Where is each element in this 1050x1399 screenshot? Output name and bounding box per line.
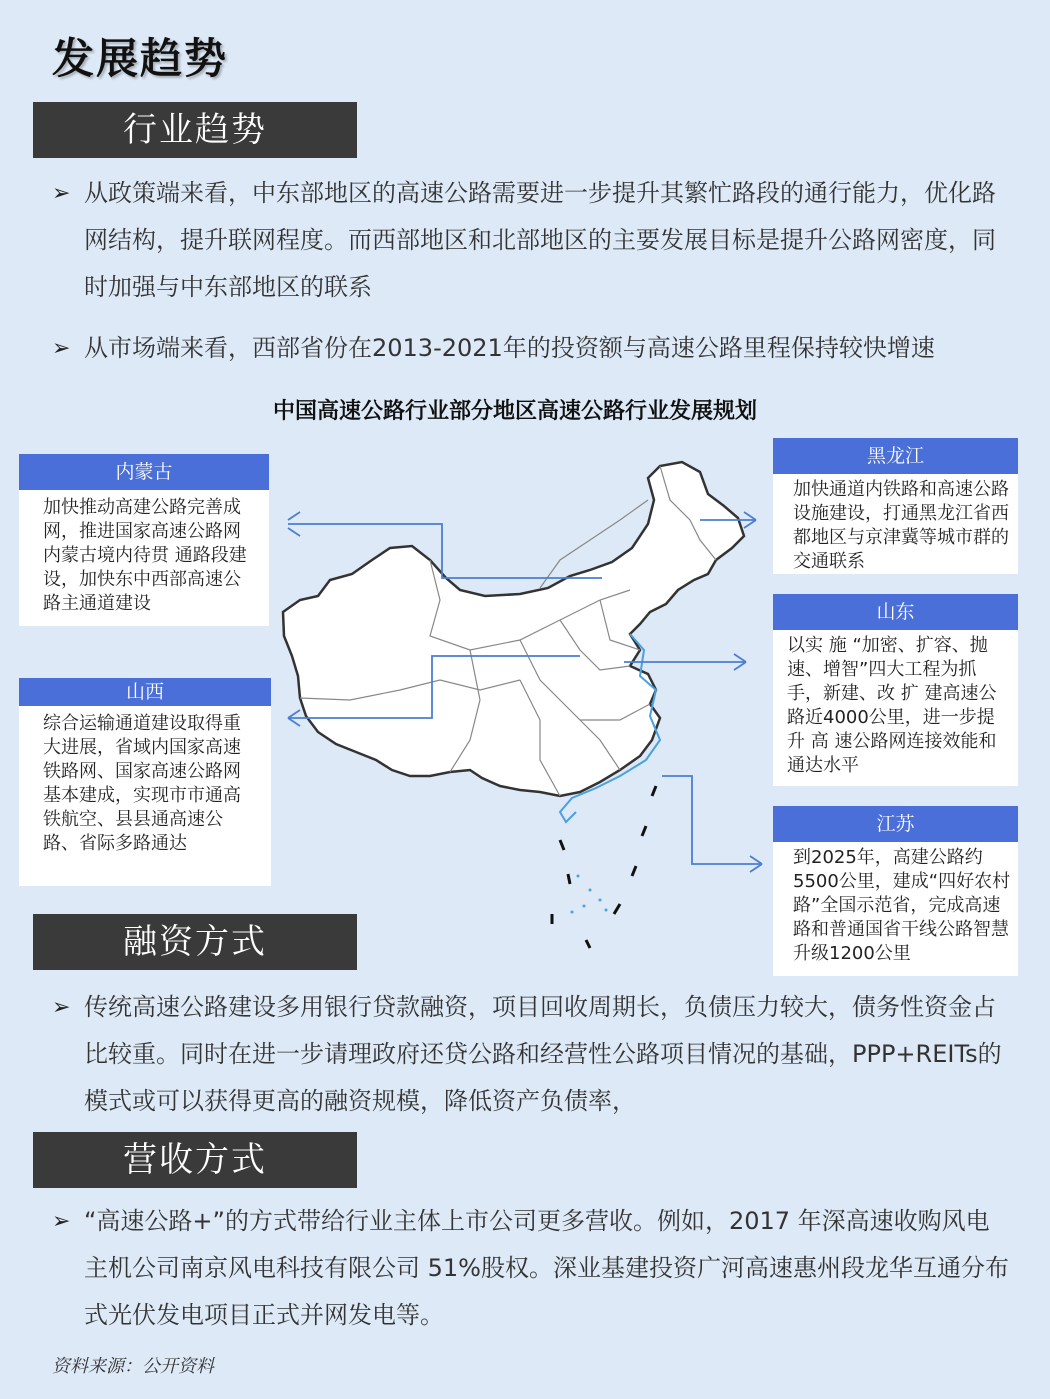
region-card-shandong xyxy=(773,594,1018,786)
region-text: 加快通道内铁路和高速公路设施建设，打通黑龙江省西都地区与京津冀等城市群的交通联系 xyxy=(793,479,1009,572)
region-text: 到2025年，高建公路约5500公里，建成“四好农村路”全国示范省，完成高速路和普通国省干线公路智慧升级1200公里 xyxy=(793,847,1011,964)
region-text: 以实 施 “加密、扩容、抛速、增智”四大工程为抓手，新建、改 扩 建高速公路近4000公里，进一步提升 高 速公路网连接效能和通达水平 xyxy=(787,635,997,776)
region-name: 山东 xyxy=(773,594,1018,630)
bullet-text: 从政策端来看，中东部地区的高速公路需要进一步提升其繁忙路段的通行能力，优化路网结构，提升联网程度。而西部地区和北部地区的主要发展目标是提升公路网密度，同时加强与中东部地区的联系 xyxy=(84,179,996,301)
bullet-item xyxy=(52,984,1012,1125)
bullet-arrow-icon: ➢ xyxy=(52,995,71,1020)
region-text: 综合运输通道建设取得重大进展，省域内国家高速铁路网、国家高速公路网基本建成，实现市市通高铁航空、县县通高速公路、省际多路通达 xyxy=(43,713,241,854)
region-name: 内蒙古 xyxy=(19,454,269,490)
source-footer: 资料来源：公开资料 xyxy=(52,1356,214,1377)
region-name: 黑龙江 xyxy=(773,438,1018,474)
region-name: 山西 xyxy=(19,678,271,706)
region-card-neimenggu xyxy=(19,454,269,626)
bullet-text: 从市场端来看，西部省份在2013-2021年的投资额与高速公路里程保持较快增速 xyxy=(84,334,935,362)
south-sea-dashes xyxy=(552,786,656,948)
region-card-heilongjiang xyxy=(773,438,1018,574)
region-card-jiangsu xyxy=(773,806,1018,976)
bullet-arrow-icon: ➢ xyxy=(52,336,71,361)
bullet-text: 传统高速公路建设多用银行贷款融资，项目回收周期长，负债压力较大，债务性资金占比较重。同时在进一步请理政府还贷公路和经营性公路项目情况的基础，PPP+REITs的模式或可以获得更高的融资规模，降低资产负债率， xyxy=(84,993,1002,1115)
bullet-item xyxy=(52,1198,1012,1339)
region-name: 江苏 xyxy=(773,806,1018,842)
section-header-industry: 行业趋势 xyxy=(33,102,357,158)
section-header-financing: 融资方式 xyxy=(33,914,357,970)
bullet-arrow-icon: ➢ xyxy=(52,181,71,206)
map-title: 中国高速公路行业部分地区高速公路行业发展规划 xyxy=(272,399,757,424)
bullet-text: “高速公路+”的方式带给行业主体上市公司更多营收。例如，2017 年深高速收购风电主机公司南京风电科技有限公司 51%股权。深业基建投资广河高速惠州段龙华互通分布式光伏发电项目正式并网发电等。 xyxy=(84,1207,1009,1329)
page-title: 发展趋势 xyxy=(52,34,229,83)
section-header-revenue: 营收方式 xyxy=(33,1132,357,1188)
region-card-shanxi xyxy=(19,678,271,886)
islands xyxy=(571,875,608,914)
china-mainland-shape xyxy=(283,462,744,796)
bullet-arrow-icon: ➢ xyxy=(52,1209,71,1234)
region-text: 加快推动高建公路完善成网，推进国家高速公路网内蒙古境内待贯 通路段建设，加快东中西部高速公路主通道建设 xyxy=(43,497,247,614)
